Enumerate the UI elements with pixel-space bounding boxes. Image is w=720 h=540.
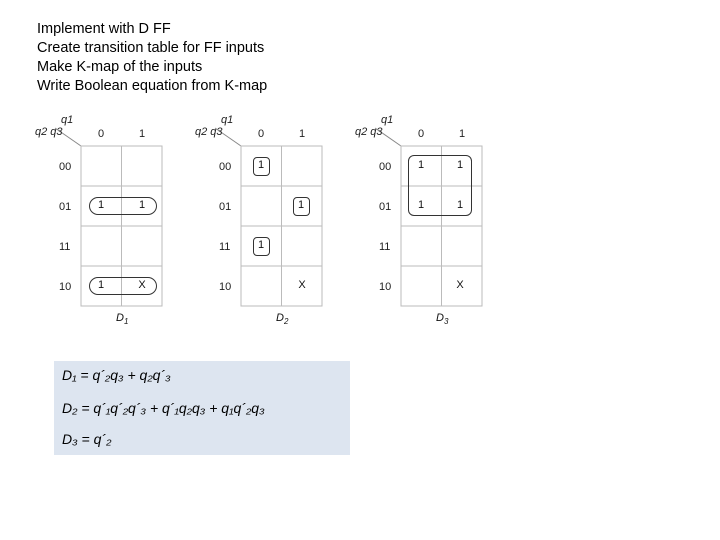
row-variable-label: q2 q3 — [195, 126, 223, 138]
row-label: 01 — [59, 201, 72, 213]
instruction-line: Implement with D FF — [37, 21, 171, 37]
cell-value: 1 — [456, 199, 464, 211]
cell-value: 1 — [257, 239, 265, 251]
cell-value: 1 — [97, 279, 105, 291]
equation-d3: D₃ = q´₂ — [62, 431, 112, 447]
column-label: 0 — [258, 128, 265, 140]
cell-value: 1 — [97, 199, 105, 211]
row-variable-label: q2 q3 — [355, 126, 383, 138]
kmap-d2 — [193, 110, 343, 335]
equation-d2: D₂ = q´₁q´₂q´₃ + q´₁q₂q₃ + q₁q´₂q₃ — [62, 400, 265, 416]
cell-value: X — [138, 279, 146, 291]
row-label: 10 — [379, 281, 392, 293]
column-variable-label: q1 — [61, 114, 74, 126]
cell-value: 1 — [456, 159, 464, 171]
output-label: $D_3$ — [436, 312, 449, 327]
cell-value: 1 — [138, 199, 146, 211]
output-label: $D_1$ — [116, 312, 129, 327]
cell-value: 1 — [417, 199, 425, 211]
equation-d1: D₁ = q´₂q₃ + q₂q´₃ — [62, 367, 171, 383]
cell-value: 1 — [297, 199, 305, 211]
cell-value: X — [298, 279, 306, 291]
kmap-d3 — [353, 110, 503, 335]
row-label: 00 — [219, 161, 232, 173]
equations-panel — [54, 361, 350, 455]
row-label: 00 — [379, 161, 392, 173]
column-label: 1 — [459, 128, 466, 140]
column-label: 0 — [418, 128, 425, 140]
instruction-line: Create transition table for FF inputs — [37, 40, 265, 56]
column-label: 0 — [98, 128, 105, 140]
row-label: 10 — [59, 281, 72, 293]
instructions — [37, 20, 267, 96]
row-label: 01 — [379, 201, 392, 213]
column-variable-label: q1 — [221, 114, 234, 126]
output-label: $D_2$ — [276, 312, 289, 327]
column-label: 1 — [299, 128, 306, 140]
cell-value: 1 — [257, 159, 265, 171]
kmap-grid — [193, 110, 343, 335]
cell-value: X — [456, 279, 464, 291]
row-label: 00 — [59, 161, 72, 173]
kmap-grid — [33, 110, 183, 335]
row-label: 01 — [219, 201, 232, 213]
row-label: 11 — [219, 241, 231, 253]
row-label: 11 — [379, 241, 391, 253]
cell-value: 1 — [417, 159, 425, 171]
column-label: 1 — [139, 128, 146, 140]
row-label: 10 — [219, 281, 232, 293]
instruction-line: Write Boolean equation from K-map — [37, 78, 268, 94]
kmap-grid — [353, 110, 503, 335]
kmap-d1 — [33, 110, 183, 335]
column-variable-label: q1 — [381, 114, 394, 126]
row-label: 11 — [59, 241, 71, 253]
instruction-line: Make K-map of the inputs — [37, 59, 203, 75]
row-variable-label: q2 q3 — [35, 126, 63, 138]
